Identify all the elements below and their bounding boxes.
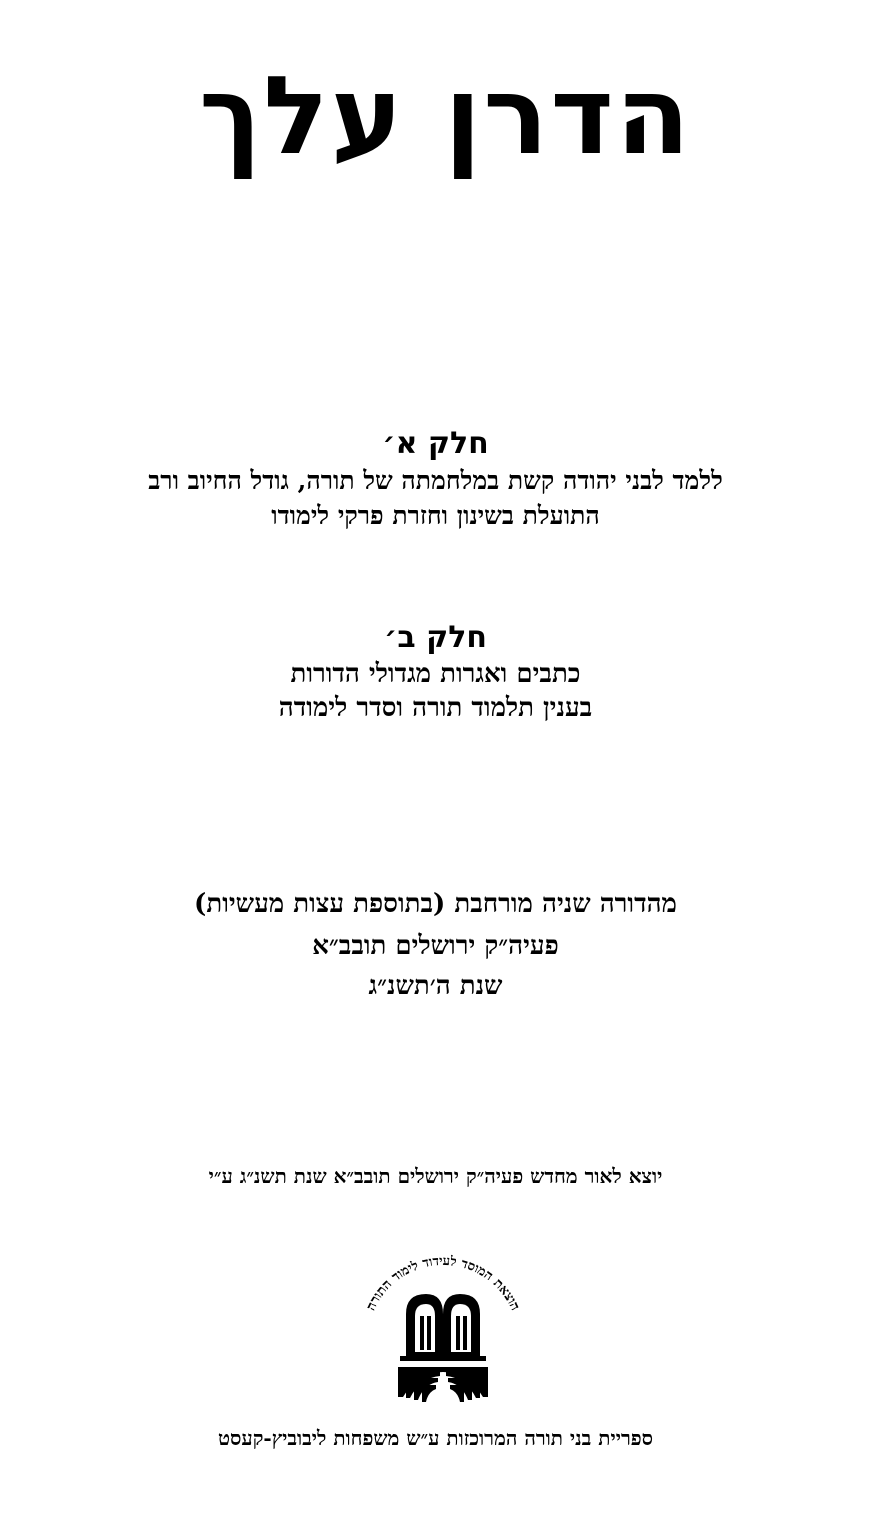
part-a-description-line-2: התועלת בשינון וחזרת פרקי לימודו [271,501,600,530]
part-b-heading: חלק ב׳ [384,620,487,655]
part-b-description-line-1: כתבים ואגרות מגדולי הדורות [290,659,581,689]
part-b-description-line-2: בענין תלמוד תורה וסדר לימודה [278,693,593,723]
footer-library-line: ספריית בני תורה המרוכזות ע״ש משפחות ליבוביץ-קעסט [217,1426,654,1450]
svg-text:הוצאת המוסד לעידוד לימוד התורה [364,1254,523,1313]
reprint-publisher-line: יוצא לאור מחדש פעיה״ק ירושלים תובב״א שנת תשנ״ג ע״י [208,1164,663,1188]
part-a-heading: חלק א׳ [382,426,489,461]
publisher-logo [348,1222,538,1412]
part-a-description-line-1: ללמד לבני יהודה קשת במלחמתה של תורה, גודל החיוב ורב [148,466,723,495]
tablets-icon [400,1294,486,1361]
book-title: הדרן עלך [198,54,693,179]
year-line: שנת ה׳תשנ״ג [368,971,503,1001]
edition-line: מהדורה שניה מורחבת (בתוספת עצות מעשיות) [194,889,677,919]
open-book-icon [398,1367,488,1402]
place-line: פעיה״ק ירושלים תובב״א [312,931,559,961]
logo-arc-text: הוצאת המוסד לעידוד לימוד התורה [363,1253,523,1314]
